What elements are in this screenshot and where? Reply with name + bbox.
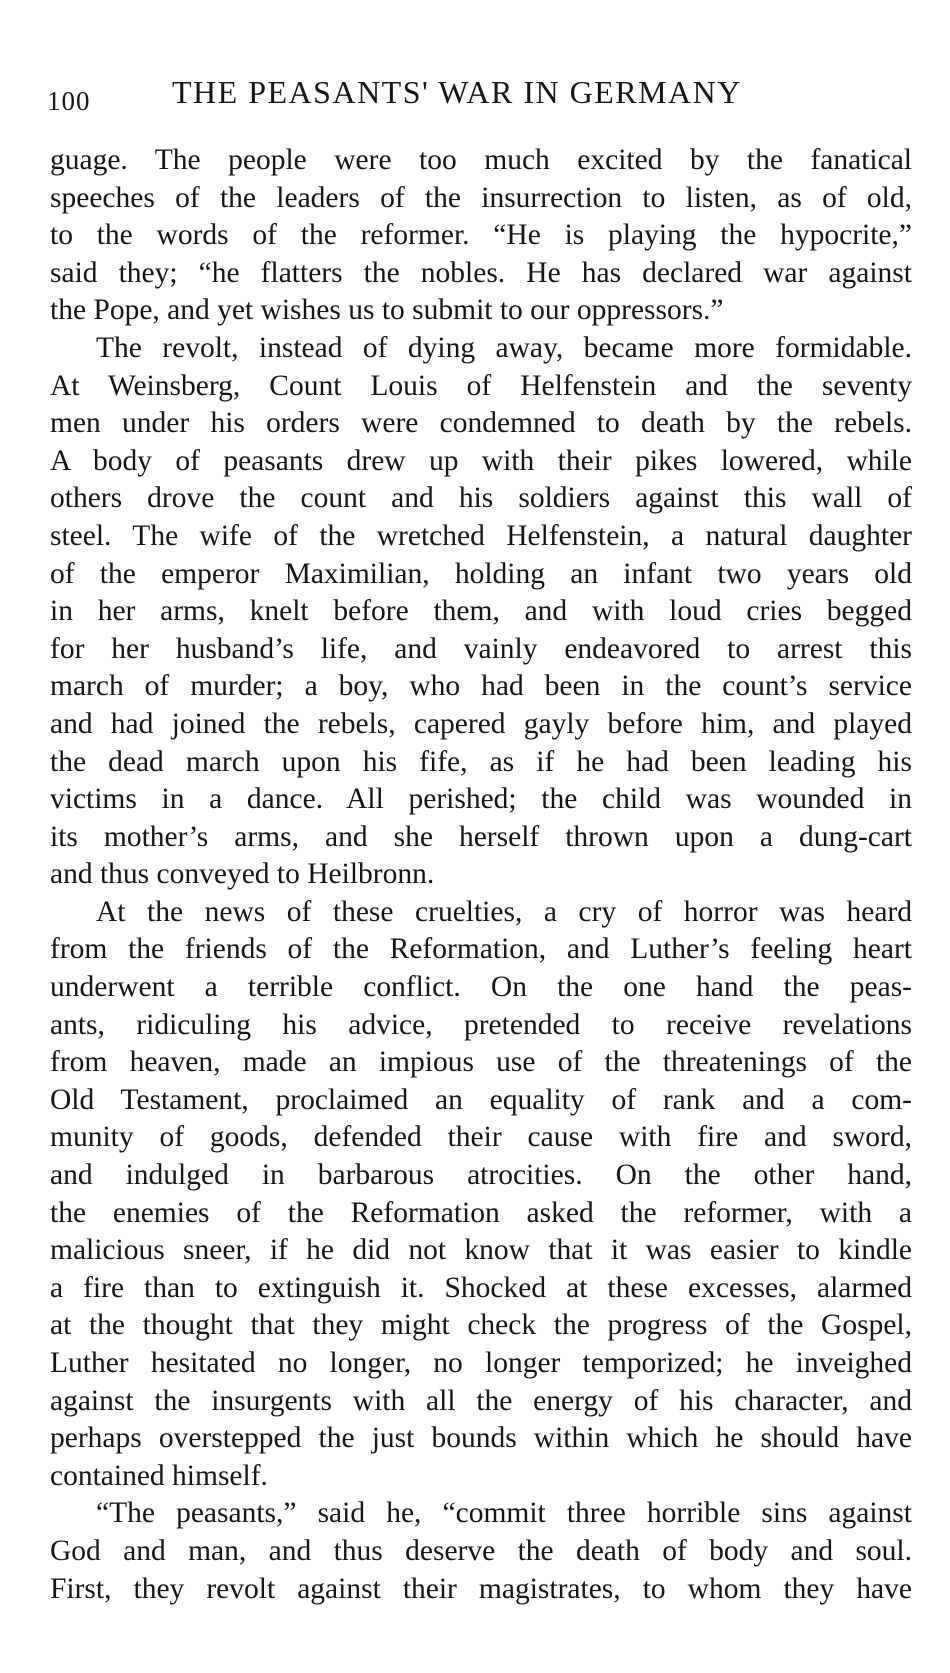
text-line: First, they revolt against their magistrates, to whom they have <box>50 1572 912 1605</box>
text-line: malicious sneer, if he did not know that it was easier to kindle <box>50 1234 912 1267</box>
text-line: steel. The wife of the wretched Helfenstein, a natural daughter <box>50 519 912 552</box>
text-line: to the words of the reformer. “He is playing the hypocrite,” <box>50 219 912 252</box>
text-line: guage. The people were too much excited by the fanatical <box>50 144 912 176</box>
text-line: The revolt, instead of dying away, became more formidable. <box>96 331 912 364</box>
text-line: and indulged in barbarous atrocities. On the other hand, <box>50 1159 912 1192</box>
text-line: At the news of these cruelties, a cry of horror was heard <box>96 895 912 928</box>
text-line: at the thought that they might check the progress of the Gospel, <box>50 1309 912 1342</box>
text-line: men under his orders were condemned to death by the rebels. <box>50 407 912 440</box>
text-line: against the insurgents with all the energy of his character, and <box>50 1384 912 1417</box>
text-line: the Pope, and yet wishes us to submit to our oppressors.” <box>50 294 724 327</box>
paragraph <box>50 330 912 894</box>
text-line: in her arms, knelt before them, and with loud cries begged <box>50 595 912 628</box>
text-line: underwent a terrible conflict. On the one hand the peas- <box>50 971 912 1004</box>
running-title: THE PEASANTS' WAR IN GERMANY <box>172 74 742 110</box>
text-line: At Weinsberg, Count Louis of Helfenstein and the seventy <box>50 369 912 402</box>
text-line: a fire than to extinguish it. Shocked at these excesses, alarmed <box>50 1271 912 1304</box>
paragraph <box>50 142 912 330</box>
text-line: others drove the count and his soldiers against this wall of <box>50 482 912 515</box>
text-line: speeches of the leaders of the insurrection to listen, as of old, <box>50 181 912 214</box>
text-line: “The peasants,” said he, “commit three horrible sins against <box>96 1497 912 1530</box>
text-line: from heaven, made an impious use of the threatenings of the <box>50 1046 912 1079</box>
text-line: from the friends of the Reformation, and Luther’s feeling heart <box>50 933 912 966</box>
text-line: God and man, and thus deserve the death of body and soul. <box>50 1534 912 1567</box>
paragraph <box>50 894 912 1496</box>
text-line: and had joined the rebels, capered gayly before him, and played <box>50 707 912 740</box>
paragraph <box>50 1495 912 1608</box>
text-line: Old Testament, proclaimed an equality of rank and a com- <box>50 1083 912 1116</box>
text-line: munity of goods, defended their cause with fire and sword, <box>50 1121 912 1154</box>
text-line: A body of peasants drew up with their pikes lowered, while <box>50 444 912 477</box>
text-line: ants, ridiculing his advice, pretended to receive revelations <box>50 1008 912 1041</box>
body-text <box>50 142 912 1608</box>
text-line: perhaps overstepped the just bounds within which he should have <box>50 1422 912 1455</box>
text-line: the enemies of the Reformation asked the reformer, with a <box>50 1196 912 1229</box>
running-header <box>47 74 907 114</box>
text-line: its mother’s arms, and she herself thrown upon a dung-cart <box>50 820 912 853</box>
text-line: the dead march upon his fife, as if he had been leading his <box>50 745 912 778</box>
text-line: contained himself. <box>50 1459 268 1492</box>
page-number: 100 <box>47 86 91 116</box>
text-line: and thus conveyed to Heilbronn. <box>50 858 435 891</box>
text-line: of the emperor Maximilian, holding an infant two years old <box>50 557 912 590</box>
text-line: victims in a dance. All perished; the child was wounded in <box>50 783 912 816</box>
text-line: march of murder; a boy, who had been in the count’s service <box>50 670 912 703</box>
text-line: said they; “he flatters the nobles. He has declared war against <box>50 256 912 289</box>
text-line: Luther hesitated no longer, no longer temporized; he inveighed <box>50 1347 912 1379</box>
text-line: for her husband’s life, and vainly endeavored to arrest this <box>50 632 912 665</box>
